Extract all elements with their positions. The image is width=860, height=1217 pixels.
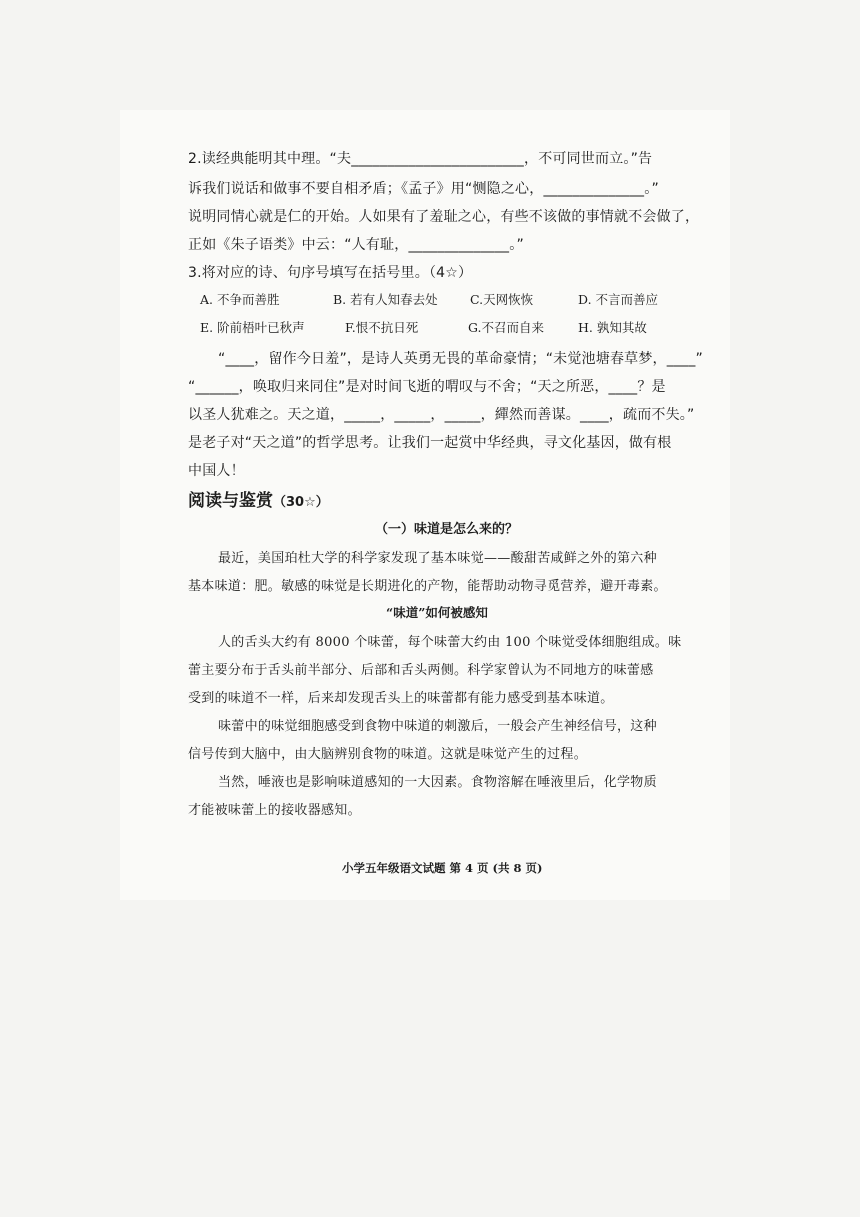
intro-line-1: 最近，美国珀杜大学的科学家发现了基本味觉——酸甜苦咸鲜之外的第六种 (218, 551, 657, 566)
intro-line-2: 基本味道：肥。敏感的味觉是长期进化的产物，能帮助动物寻觅营养，避开毒素。 (188, 579, 667, 594)
body-line-2: 蕾主要分布于舌头前半部分、后部和舌头两侧。科学家曾认为不同地方的味蕾感 (188, 663, 654, 678)
option-h: H. 孰知其故 (578, 320, 647, 335)
q2-line-3: 说明同情心就是仁的开始。人如果有了羞耻之心，有些不该做的事情就不会做了， (188, 209, 700, 225)
body-line-6: 当然，唾液也是影响味道感知的一大因素。食物溶解在唾液里后，化学物质 (218, 775, 657, 790)
q3-heading: 3.将对应的诗、句序号填写在括号里。（4☆） (188, 265, 473, 281)
q3-para-line-5: 中国人！ (188, 463, 245, 479)
q3-para-line-3: 以圣人犹难之。天之道，_____，_____，_____，繟然而善谋。____，疏而不失。” (188, 407, 695, 423)
body-line-1: 人的舌头大约有 8000 个味蕾，每个味蕾大约由 100 个味觉受体细胞组成。味 (218, 635, 682, 650)
option-e: E. 阶前梧叶已秋声 (200, 320, 305, 335)
option-b: B. 若有人知春去处 (333, 292, 438, 307)
q2-line-2: 诉我们说话和做事不要自相矛盾；《孟子》用“恻隐之心，______________。” (188, 181, 659, 197)
option-c: C.天网恢恢 (470, 292, 534, 307)
q3-para-line-1: “____，留作今日羞”，是诗人英勇无畏的革命豪情；“未觉池塘春草梦，____” (218, 351, 704, 367)
page-footer: 小学五年级语文试题 第 4 页 (共 8 页) (342, 861, 543, 875)
q2-line-4: 正如《朱子语类》中云：“人有耻，______________。” (188, 237, 524, 253)
section-heading (188, 486, 329, 511)
q3-para-line-4: 是老子对“天之道”的哲学思考。让我们一起赏中华经典，寻文化基因，做有根 (188, 435, 672, 451)
option-g: G.不召而自来 (468, 320, 545, 335)
passage-title: （一）味道是怎么来的？ (375, 522, 519, 537)
body-line-5: 信号传到大脑中，由大脑辨别食物的味道。这就是味觉产生的过程。 (188, 747, 588, 762)
option-f: F.恨不抗日死 (345, 320, 419, 335)
section-title: 阅读与鉴赏 (188, 491, 273, 511)
option-a: A. 不争而善胜 (200, 292, 280, 307)
q3-para-line-2: “______，唤取归来同住”是对时间飞逝的喟叹与不舍；“天之所恶，____？是 (188, 379, 666, 395)
passage-subtitle: “味道”如何被感知 (386, 605, 488, 620)
section-score: （30☆） (273, 495, 329, 510)
body-line-3: 受到的味道不一样，后来却发现舌头上的味蕾都有能力感受到基本味道。 (188, 691, 614, 706)
q2-line-1: 2.读经典能明其中理。“夫________________________，不可同世而立。”告 (188, 151, 653, 167)
q3-options (200, 290, 700, 340)
option-d: D. 不言而善应 (578, 292, 659, 307)
body-line-7: 才能被味蕾上的接收器感知。 (188, 803, 361, 818)
body-line-4: 味蕾中的味觉细胞感受到食物中味道的刺激后，一般会产生神经信号，这种 (218, 719, 657, 734)
